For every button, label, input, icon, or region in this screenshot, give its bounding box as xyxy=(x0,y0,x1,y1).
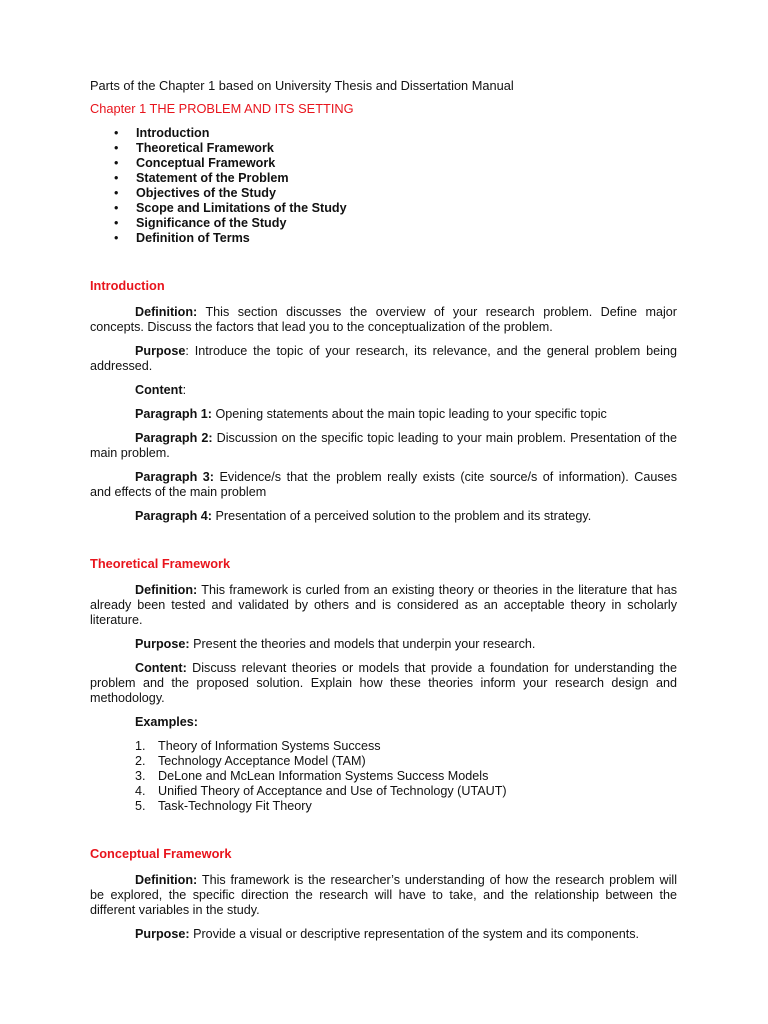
theoretical-definition: Definition: This framework is curled from an existing theory or theories in the literature that has already been tested and validated by others and is considered as an acceptable theory in scholarly literature. xyxy=(90,583,677,627)
introduction-paragraph-2: Paragraph 2: Discussion on the specific topic leading to your main problem. Presentation of the main problem. xyxy=(90,431,677,460)
list-item: • Scope and Limitations of the Study xyxy=(114,201,347,215)
list-item: 3. DeLone and McLean Information Systems Success Models xyxy=(135,769,489,783)
list-item: • Significance of the Study xyxy=(114,216,287,230)
conceptual-definition: Definition: This framework is the researcher’s understanding of how the research problem will be explored, the specific direction the research will have to take, and the relationship between the different variables in the study. xyxy=(90,873,677,917)
list-item: • Introduction xyxy=(114,126,210,140)
introduction-content: Content: xyxy=(135,383,187,397)
introduction-purpose: Purpose: Introduce the topic of your research, its relevance, and the general problem being addressed. xyxy=(90,344,677,373)
introduction-paragraph-4: Paragraph 4: Presentation of a perceived solution to the problem and its strategy. xyxy=(135,509,592,523)
list-item: • Objectives of the Study xyxy=(114,186,276,200)
chapter-heading: Chapter 1 THE PROBLEM AND ITS SETTING xyxy=(90,101,354,116)
chapter-contents-list xyxy=(90,126,677,246)
bullet-icon: • xyxy=(114,156,119,170)
bullet-icon: • xyxy=(114,231,119,245)
section-heading-introduction: Introduction xyxy=(90,278,165,293)
list-item: • Theoretical Framework xyxy=(114,141,274,155)
theoretical-content: Content: Discuss relevant theories or models that provide a foundation for understanding the problem and the proposed solution. Explain how these theories inform your research design and methodology. xyxy=(90,661,677,705)
theoretical-purpose: Purpose: Present the theories and models that underpin your research. xyxy=(135,637,536,651)
list-item: • Statement of the Problem xyxy=(114,171,289,185)
bullet-icon: • xyxy=(114,171,119,185)
document-title: Parts of the Chapter 1 based on University Thesis and Dissertation Manual xyxy=(90,78,514,93)
bullet-icon: • xyxy=(114,186,119,200)
list-item: 5. Task-Technology Fit Theory xyxy=(135,799,312,813)
bullet-icon: • xyxy=(114,216,119,230)
list-item: 1. Theory of Information Systems Success xyxy=(135,739,381,753)
list-item: 2. Technology Acceptance Model (TAM) xyxy=(135,754,366,768)
bullet-icon: • xyxy=(114,141,119,155)
list-item: • Conceptual Framework xyxy=(114,156,276,170)
theory-examples-list xyxy=(90,739,677,814)
section-heading-theoretical-framework: Theoretical Framework xyxy=(90,556,231,571)
theoretical-examples-label: Examples: xyxy=(135,715,198,729)
conceptual-purpose: Purpose: Provide a visual or descriptive representation of the system and its components. xyxy=(135,927,639,941)
introduction-definition: Definition: This section discusses the overview of your research problem. Define major concepts. Discuss the factors that lead you to the conceptualization of the problem. xyxy=(90,305,677,334)
list-item: 4. Unified Theory of Acceptance and Use of Technology (UTAUT) xyxy=(135,784,507,798)
bullet-icon: • xyxy=(114,126,119,140)
introduction-paragraph-1: Paragraph 1: Opening statements about the main topic leading to your specific topic xyxy=(135,407,607,421)
section-heading-conceptual-framework: Conceptual Framework xyxy=(90,846,232,861)
bullet-icon: • xyxy=(114,201,119,215)
list-item: • Definition of Terms xyxy=(114,231,250,245)
introduction-paragraph-3: Paragraph 3: Evidence/s that the problem really exists (cite source/s of information). Causes and effects of the main problem xyxy=(90,470,677,499)
